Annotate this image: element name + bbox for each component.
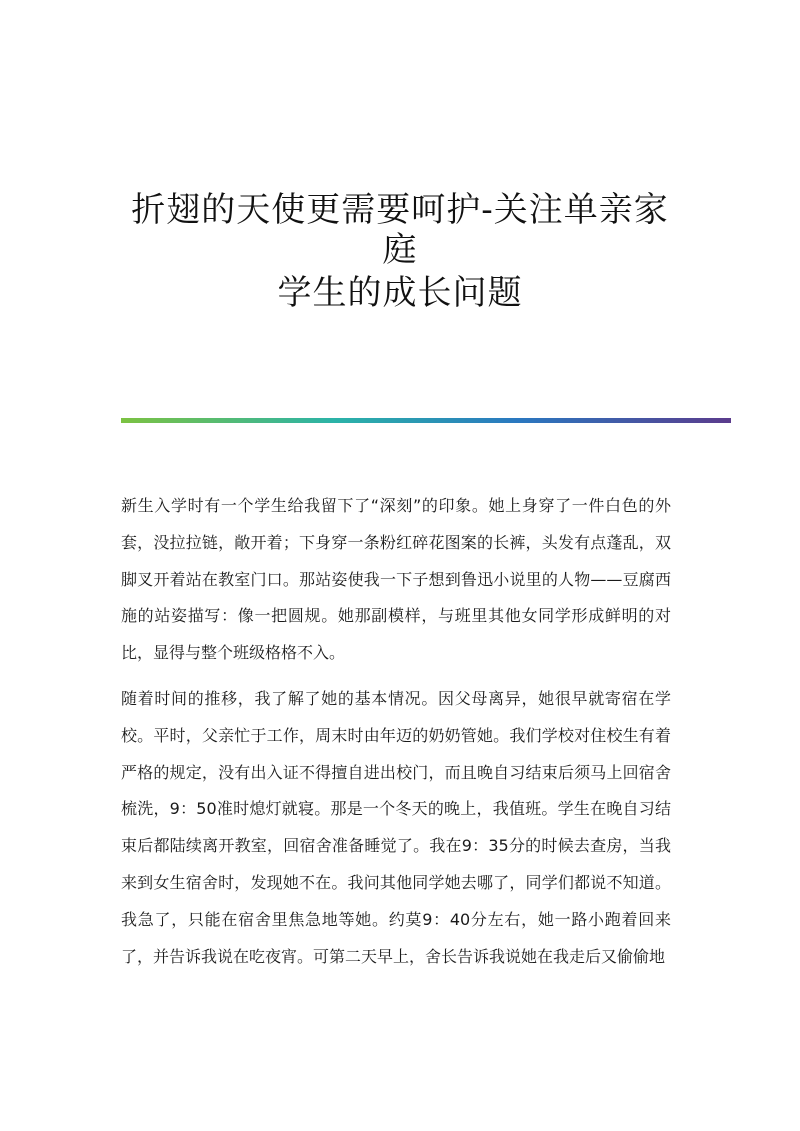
gradient-divider <box>121 418 731 423</box>
body-paragraph-1: 新生入学时有一个学生给我留下了“深刻”的印象。她上身穿了一件白色的外套，没拉拉链，敞开着；下身穿一条粉红碎花图案的长裤，头发有点蓬乱，双脚叉开着站在教室门口。那站姿使我一下子想到鲁迅小说里的人物——豆腐西施的站姿描写：像一把圆规。她那副模样，与班里其他女同学形成鲜明的对比，显得与整个班级格格不入。 <box>121 496 671 663</box>
document-body <box>121 488 671 984</box>
document-title-line-1: 折翅的天使更需要呵护-关注单亲家庭 <box>131 190 669 270</box>
body-paragraph-2: 随着时间的推移，我了解了她的基本情况。因父母离异，她很早就寄宿在学校。平时，父亲忙于工作，周末时由年迈的奶奶管她。我们学校对住校生有着严格的规定，没有出入证不得擅自进出校门，而且晚自习结束后须马上回宿舍梳洗，9：50准时熄灯就寝。那是一个冬天的晚上，我值班。学生在晚自习结束后都陆续离开教室，回宿舍准备睡觉了。我在9：35分的时候去查房，当我来到女生宿舍时，发现她不在。我问其他同学她去哪了，同学们都说不知道。我急了，只能在宿舍里焦急地等她。约莫9：40分左右，她一路小跑着回来了，并告诉我说在吃夜宵。可第二天早上，舍长告诉我说她在我走后又偷偷地 <box>121 688 671 966</box>
document-title-line-2: 学生的成长问题 <box>277 273 523 313</box>
